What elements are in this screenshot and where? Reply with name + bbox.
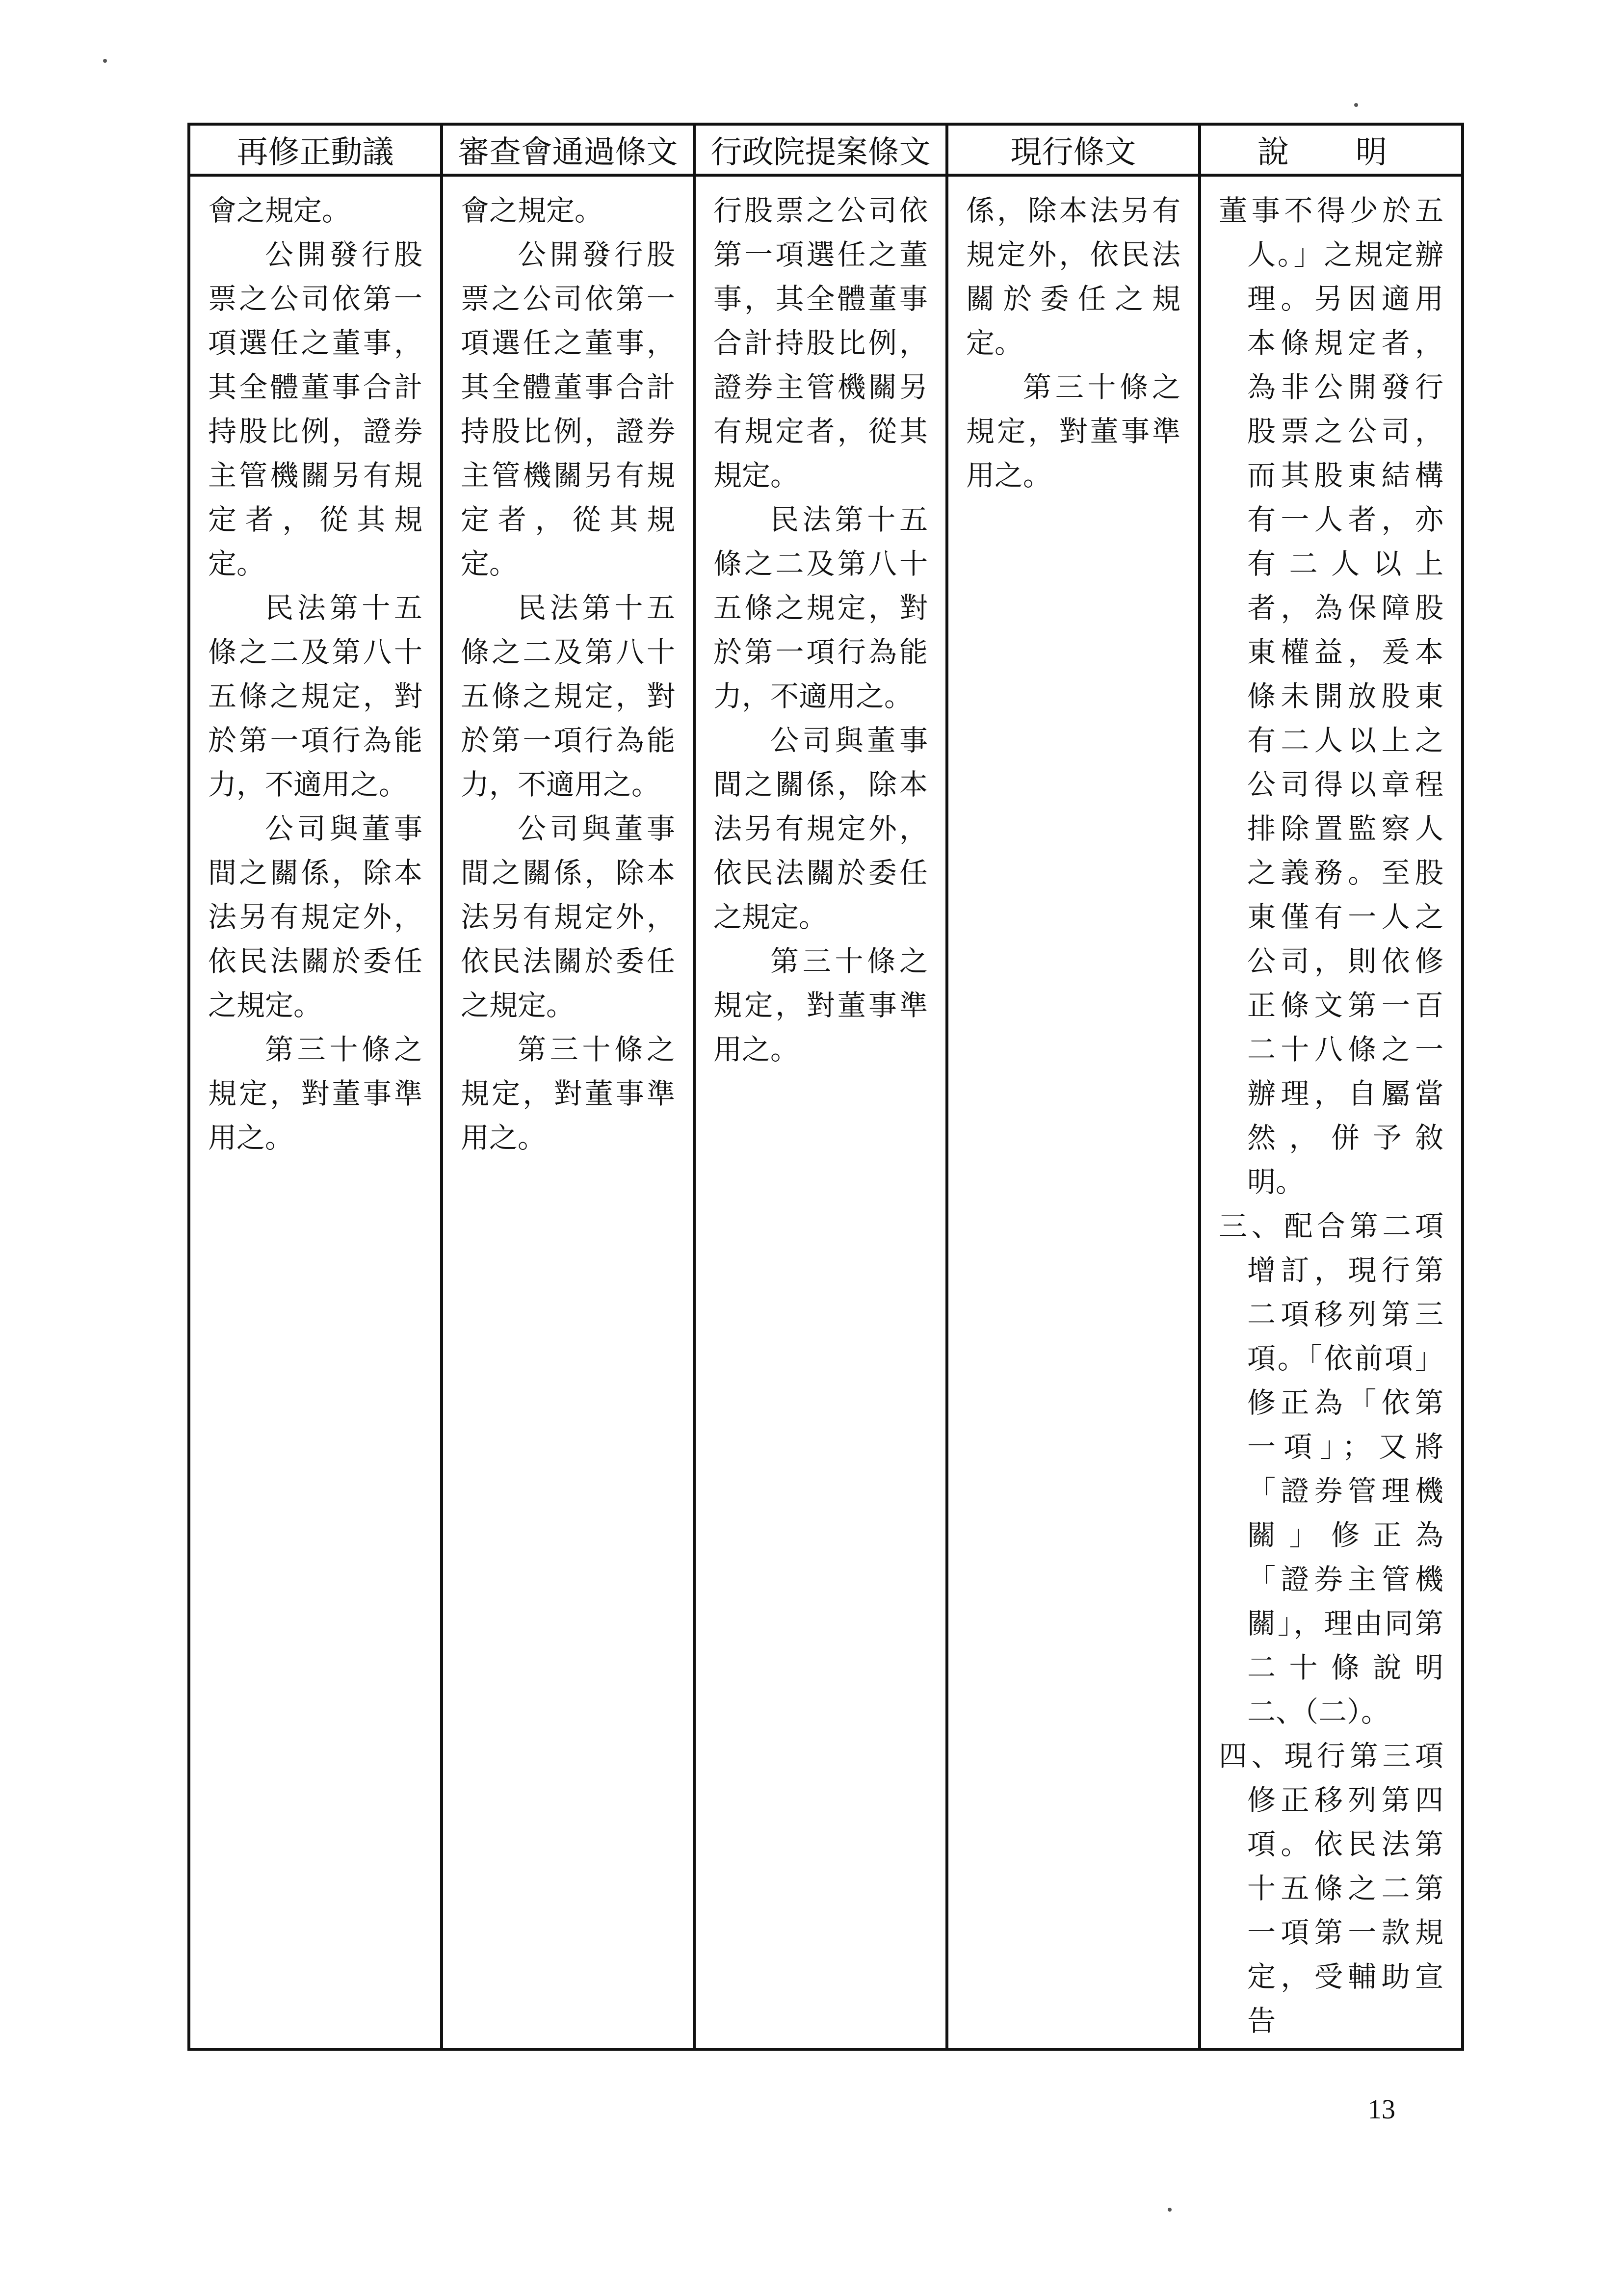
comparison-table (187, 123, 1464, 2051)
scan-speck (1354, 103, 1358, 107)
header-current: 現行條文 (947, 124, 1200, 175)
current-paragraph: 第三十條之規定，對董事準用之。 (966, 370, 1180, 492)
executive-paragraph: 公司與董事間之關係，除本法另有規定外，依民法關於委任之規定。 (713, 724, 928, 934)
header-motion: 再修正動議 (189, 124, 442, 175)
motion-paragraph: 第三十條之規定，對董事準用之。 (208, 1033, 422, 1154)
header-review: 審查會通過條文 (442, 124, 694, 175)
review-text (461, 188, 675, 1160)
executive-paragraph: 民法第十五條之二及第八十五條之規定，對於第一項行為能力，不適用之。 (713, 503, 928, 713)
current-cell (947, 175, 1200, 2049)
scan-speck (1168, 2208, 1172, 2212)
review-cell (442, 175, 694, 2049)
motion-cell (189, 175, 442, 2049)
review-paragraph: 第三十條之規定，對董事準用之。 (461, 1033, 675, 1154)
motion-paragraph: 民法第十五條之二及第八十五條之規定，對於第一項行為能力，不適用之。 (208, 591, 422, 801)
review-paragraph: 公司與董事間之關係，除本法另有規定外，依民法關於委任之規定。 (461, 812, 675, 1022)
review-paragraph: 公開發行股票之公司依第一項選任之董事，其全體董事合計持股比例，證券主管機關另有規定者，從其規定。 (461, 238, 675, 580)
page-number: 13 (1368, 2094, 1395, 2125)
motion-paragraph: 公司與董事間之關係，除本法另有規定外，依民法關於委任之規定。 (208, 812, 422, 1022)
executive-cell (694, 175, 947, 2049)
motion-paragraph: 公開發行股票之公司依第一項選任之董事，其全體董事合計持股比例，證券主管機關另有規定者，從其規定。 (208, 238, 422, 580)
explanation-paragraph: 三、配合第二項增訂，現行第二項移列第三項。「依前項」修正為「依第一項」；又將「證券管理機關」修正為「證券主管機關」，理由同第二十條說明二、（二）。 (1219, 1209, 1443, 1728)
header-explanation: 說 明 (1200, 124, 1463, 175)
motion-paragraph: 會之規定。 (208, 194, 351, 227)
header-row (189, 124, 1463, 175)
review-paragraph: 會之規定。 (461, 194, 603, 227)
motion-text (208, 188, 422, 1160)
executive-paragraph: 行股票之公司依第一項選任之董事，其全體董事合計持股比例，證券主管機關另有規定者，從其規定。 (713, 194, 928, 492)
explanation-text (1219, 188, 1443, 2043)
current-paragraph: 係，除本法另有規定外，依民法關於委任之規定。 (966, 194, 1180, 360)
explanation-paragraph: 董事不得少於五人。」之規定辦理。另因適用本條規定者，為非公開發行股票之公司，而其股東結構有一人者，亦有二人以上者，為保障股東權益，爰本條未開放股東有二人以上之公司得以章程排除置監察人之義務。至股東僅有一人之公司，則依修正條文第一百二十八條之一辦理，自屬當然，併予敘明。 (1219, 194, 1443, 1199)
executive-text (713, 188, 928, 1071)
header-executive: 行政院提案條文 (694, 124, 947, 175)
explanation-cell (1200, 175, 1463, 2049)
content-row (189, 175, 1463, 2049)
current-text (966, 188, 1180, 497)
explanation-paragraph: 四、現行第三項修正移列第四項。依民法第十五條之二第一項第一款規定，受輔助宣告 (1219, 1739, 1443, 2037)
review-paragraph: 民法第十五條之二及第八十五條之規定，對於第一項行為能力，不適用之。 (461, 591, 675, 801)
scan-speck (103, 59, 107, 63)
executive-paragraph: 第三十條之規定，對董事準用之。 (713, 944, 928, 1066)
